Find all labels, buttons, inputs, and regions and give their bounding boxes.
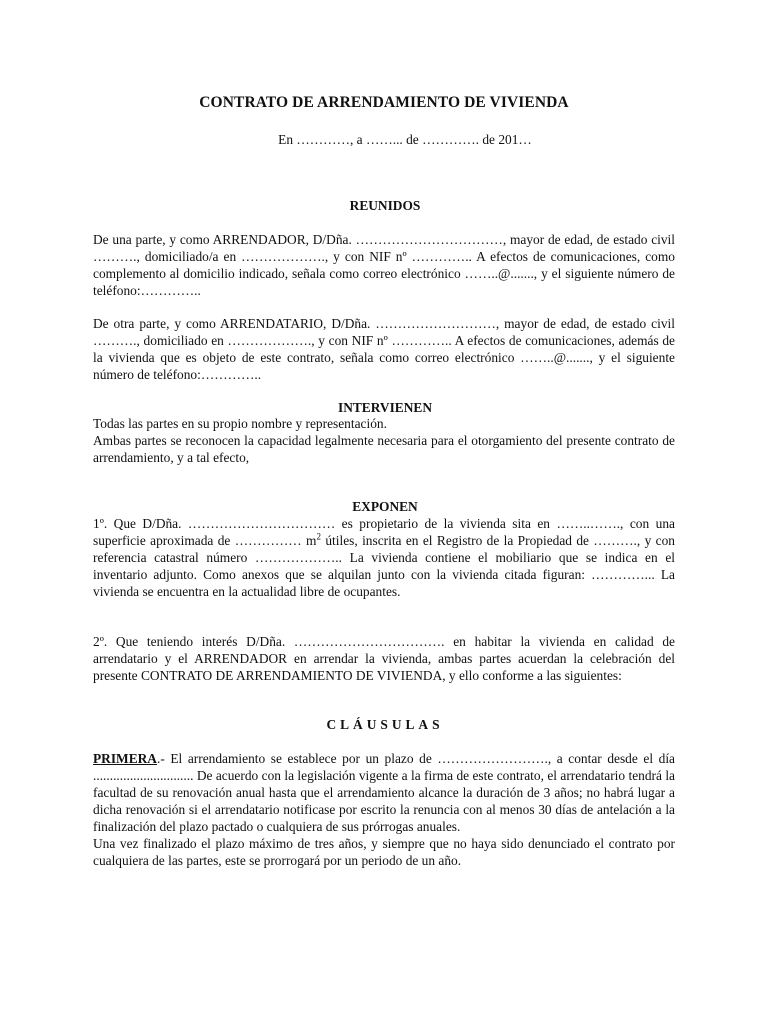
exponen-paragraph-1: [93, 515, 675, 600]
contract-title: CONTRATO DE ARRENDAMIENTO DE VIVIENDA: [199, 94, 569, 111]
clausula-primera: [93, 750, 675, 869]
heading-intervienen: INTERVIENEN: [337, 400, 433, 415]
arrendador-paragraph: De una parte, y como ARRENDADOR, D/Dña. ……………………………, mayor de edad, de estado civil ………., domiciliado/a en ………………., y con NIF nº ………….. A efectos de comunicaciones, como complemento al domicilio indicado, señala como correo electrónico ……..@......., y el siguiente número de teléfono:…………..: [93, 232, 675, 298]
heading-reunidos: REUNIDOS: [349, 198, 421, 213]
arrendatario-paragraph: De otra parte, y como ARRENDATARIO, D/Dña. ………………………, mayor de edad, de estado civil ………., domiciliado en ………………., y con NIF nº ………….. A efectos de comunicaciones, además de la vivienda que es objeto de este contrato, señala como correo electrónico ……..@......., y el siguiente número de teléfono:…………..: [93, 316, 675, 382]
clausula-primera-text: .- El arrendamiento se establece por un plazo de ……………………., a contar desde el día .............................. De acuerdo con la legislación vigente a la firma de este contrato, el arrendatario tendrá la facultad de su renovación anual hasta que el arrendamiento alcance la duración de 3 años; no habrá lugar a dicha renovación si el arrendatario notificase por escrito la renuncia con al menos 30 días de antelación a la finalización del plazo pactado o cualquiera de sus prórrogas anuales.: [93, 751, 675, 834]
exponen-paragraph-2: 2º. Que teniendo interés D/Dña. ……………………………. en habitar la vivienda en calidad de arrendatario y el ARRENDADOR en arrendar la vivienda, ambas partes acuerdan la celebración del presente CONTRATO DE ARRENDAMIENTO DE VIVIENDA, y ello conforme a las siguientes:: [93, 634, 675, 683]
clausula-primera-text-2: Una vez finalizado el plazo máximo de tres años, y siempre que no haya sido denunciado el contrato por cualquiera de las partes, este se prorrogará por un periodo de un año.: [93, 836, 675, 868]
intervienen-line-1: Todas las partes en su propio nombre y representación.: [93, 416, 387, 431]
exponen-1-text-b: útiles, inscrita en el Registro de la Propiedad de ………., y con referencia catastral número ……………….. La vivienda contiene el mobiliario que se indica en el inventario adjunto. Como anexos que se alquilan junto con la vivienda citada figuran: …………... La vivienda se encuentra en la actualidad libre de ocupantes.: [93, 533, 675, 599]
exponen-1-text-a: 1º. Que D/Dña. …………………………… es propietario de la vivienda sita en ……..……., con una superficie aproximada de …………… m: [93, 516, 675, 548]
heading-clausulas: CLÁUSULAS: [326, 717, 444, 732]
squared-superscript: 2: [316, 531, 321, 542]
intervienen-paragraph: [93, 415, 675, 466]
place-date-line: En …………, a ……... de …………. de 201…: [278, 132, 532, 147]
clausula-primera-body: [93, 750, 675, 835]
heading-exponen: EXPONEN: [352, 499, 418, 514]
clausula-primera-label: PRIMERA: [93, 751, 157, 766]
intervienen-line-2: Ambas partes se reconocen la capacidad legalmente necesaria para el otorgamiento del presente contrato de arrendamiento, y a tal efecto,: [93, 433, 675, 465]
